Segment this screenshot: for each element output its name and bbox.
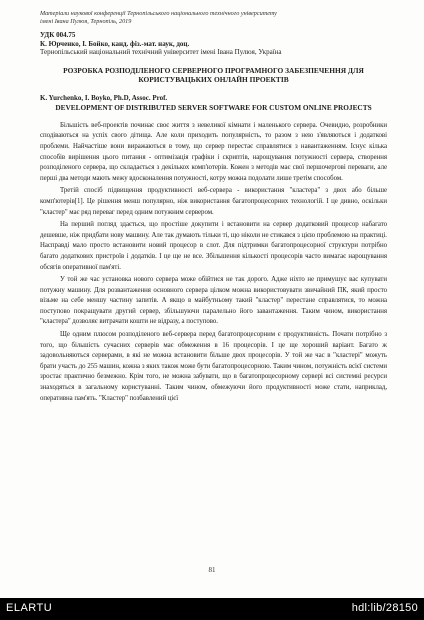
authors-ua: К. Юрченко, І. Бойко, канд. фіз.-мат. наук, доц.: [40, 39, 190, 48]
repository-name: ELARTU: [6, 602, 53, 614]
body-paragraph: Більшість веб-проектів починає своє життя з невеликої кімнати і маленького сервера. Очевидно, розробники сподіваються на успіх свого дітища. Але коли приходить популярність, то разом з нею з'являються і додаткові проблеми. Найчастіше вони виражаються в тому, що сервер перестає справлятися з навантаженням. Існує кілька способів вирішення цього питання - оптимізація графіки і скриптів, нарощування потужності сервера, створення розподіленого сервера, що складається з декількох комп'ютерів. Кожен з методів має свої першочергові переваги, але перші два методи мають межу вдосконалення потужності, котру можна подолати лише третім способом.: [40, 121, 387, 182]
body-paragraph: У той же час установка нового сервера може обійтися не так дорого. Адже ніхто не примушує вас купувати потужну машину. Для розвантаження основного сервера цілком можна використовувати звичайний ПК, який просто візьме на себе меншу частину запитів. А якщо в майбутньому такий "кластер" перестане справлятися, то можна поступово покращувати другий сервер, збільшуючи паралельно його завантаження. Таким чином, використання "кластера" дозволяє витрачати кошти не відразу, а поступово.: [40, 276, 387, 326]
udk-code: УДК 004.75: [40, 31, 76, 40]
title-ua: РОЗРОБКА РОЗПОДІЛЕНОГО СЕРВЕРНОГО ПРОГРАМНОГО ЗАБЕЗПЕЧЕННЯ ДЛЯ КОРИСТУВАЦЬКИХ ОНЛАЙН ПРОЕКТІВ: [63, 65, 364, 84]
authors-en: K. Yurchenko, I. Boyko, Ph.D, Assoc. Prof.: [40, 94, 168, 103]
conference-header-line1: Матеріали наукової конференції Тернопільського національного технічного університету: [40, 10, 277, 17]
affiliation: Тернопільський національний технічний університет імені Івана Пулюя, Україна: [40, 48, 282, 57]
body-paragraph: Ще одним плюсом розподіленого веб-сервера перед багатопроцесорним є продуктивність. Почати потрібно з того, що більшість сучасних серверів має обмеження в 16 процесорів. І це ще хороший варіант. Багато ж задовольняються серверами, в які не можна встановити більше двох процесорів. У той же час в "кластері" можуть брати участь до 255 машин, кожна з яких також може бути багатопроцесорною. Таким чином, потужність всієї системи зростає практично безмежно. Крім того, не можна забувати, що в багатопроцесорному сервері всі системні ресурси знаходяться в загальному користуванні. Таким чином, обмежуючи його продуктивності може стати, наприклад, оперативна пам'ять. "Кластер" позбавлений цієї: [40, 331, 387, 402]
page-content: [40, 10, 387, 406]
body-paragraph: На перший погляд здається, що простіше докупити і встановити на сервер додатковий процесор набагато дешевше, ніж придбати нову машину. Але так думають тільки ті, що ніколи не стикався з цією проблемою на практиці. Насправді мало просто встановити новий процесор в слот. Для підтримки багатопроцесорної структури потрібно багато додаткових пристроїв і додатків. І це ще не все. Збільшення кількості процесорів часто вимагає нарощування обсягів оперативної пам'яті.: [40, 221, 387, 271]
page-number: 81: [208, 566, 216, 574]
body-paragraph: Третій спосіб підвищення продуктивності веб-сервера - використання "кластера" з двох або більше комп'ютерів[1]. Це рішення менш популярно, ніж використання багатопроцесорних технологій. І це дивно, оскільки "кластер" має ряд переваг перед одним потужним сервером.: [40, 187, 387, 216]
conference-header-line2: імені Івана Пулюя, Тернопіль, 2019: [40, 17, 132, 25]
handle-id: hdl:lib/28150: [351, 602, 418, 614]
repository-footer: [0, 598, 424, 620]
title-en: DEVELOPMENT OF DISTRIBUTED SERVER SOFTWARE FOR CUSTOM ONLINE PROJECTS: [55, 102, 372, 112]
